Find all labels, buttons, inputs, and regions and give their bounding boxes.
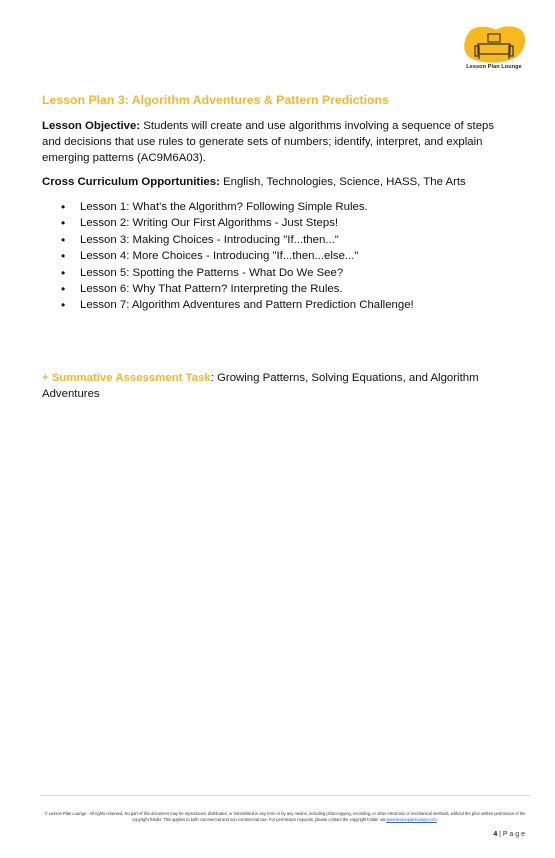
cross-curriculum-label: Cross Curriculum Opportunities: bbox=[42, 176, 220, 188]
lesson-item: • Lesson 5: Spotting the Patterns - What Do We See? bbox=[42, 265, 414, 281]
page-number bbox=[493, 831, 525, 838]
lesson-list bbox=[42, 199, 414, 314]
copyright-link-suffix: . bbox=[436, 817, 438, 823]
lesson-objective bbox=[42, 118, 514, 166]
lesson-item: • Lesson 6: Why That Pattern? Interpreting the Rules. bbox=[42, 281, 414, 297]
objective-text: Students will create and use algorithms involving a sequence of steps and decisions that use rules to generate sets of numbers; identify, interpret, and explain emerging patterns (AC9M6A03). bbox=[42, 120, 495, 164]
footer-divider bbox=[40, 795, 530, 796]
summative-text: : Growing Patterns, Solving Equations, and Algorithm Adventures bbox=[42, 372, 479, 400]
cross-curriculum bbox=[42, 174, 514, 190]
lesson-item: • Lesson 7: Algorithm Adventures and Pattern Prediction Challenge! bbox=[42, 297, 414, 313]
logo-text: Lesson Plan Lounge bbox=[466, 64, 522, 70]
copyright-text: © Lesson Plan Lounge - All rights reserved. No part of this document may be reproduced, distributed, or transmitted in any form or by any means, including photocopying, recording, or other electronic or mechanical methods, without the prior written permission of the copyright holder. This applies to both commercial and non-commercial use. For permission requests, please contact the copyright holder via bbox=[44, 811, 526, 823]
objective-label: Lesson Objective: bbox=[42, 120, 141, 132]
copyright-notice bbox=[44, 811, 526, 823]
summative-label: + Summative Assessment Task bbox=[42, 372, 211, 384]
lesson-plan-title: Lesson Plan 3: Algorithm Adventures & Pattern Predictions bbox=[42, 93, 389, 107]
summative-assessment bbox=[42, 370, 514, 402]
lesson-item: • Lesson 2: Writing Our First Algorithms - Just Steps! bbox=[42, 215, 414, 231]
cross-curriculum-text: English, Technologies, Science, HASS, The Arts bbox=[219, 176, 466, 188]
page-label: | P a g e bbox=[499, 831, 525, 838]
lesson-item: • Lesson 1: What's the Algorithm? Following Simple Rules. bbox=[42, 199, 414, 215]
lesson-item: • Lesson 3: Making Choices - Introducing "If...then..." bbox=[42, 232, 414, 248]
lesson-item: • Lesson 4: More Choices - Introducing "If...then...else..." bbox=[42, 248, 414, 264]
page-number-value: 4 bbox=[493, 831, 498, 838]
website-link[interactable]: www.lessonplanlounge.com bbox=[386, 817, 437, 823]
